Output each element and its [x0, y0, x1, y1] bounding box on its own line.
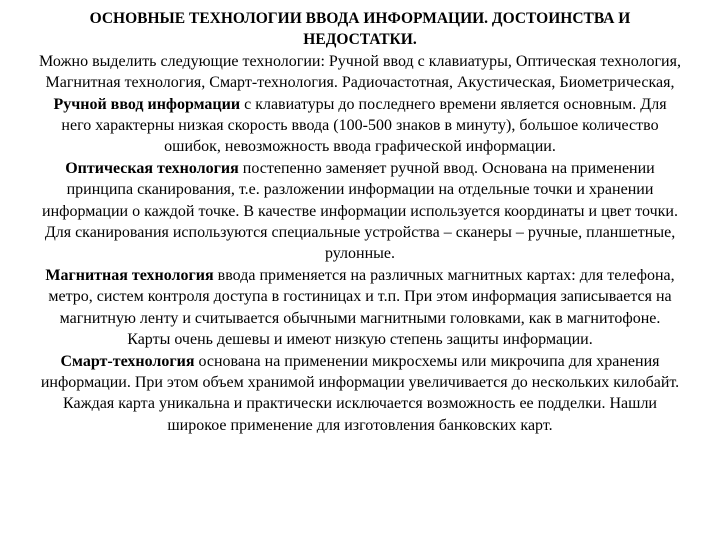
section-term: Смарт-технология	[60, 352, 195, 370]
section-text: основана на применении микросхемы или микрочипа для хранения информации. При этом объем хранимой информации увеличивается до нескольких килобайт. Каждая карта уникальна и практически исключается возможность ее подделки. Нашли широкое применение для изготовления банковских карт.	[40, 352, 680, 434]
section-manual-input	[38, 94, 682, 158]
section-optical	[38, 158, 682, 265]
section-smart	[38, 351, 682, 437]
section-term: Ручной ввод информации	[53, 95, 241, 113]
section-text: ввода применяется на различных магнитных картах: для телефона, метро, систем контроля доступа в гостиницах и т.п. При этом информация записывается на магнитную ленту и считывается обычными магнитными головками, как в магнитофоне. Карты очень дешевы и имеют низкую степень защиты информации.	[48, 266, 675, 349]
section-term: Магнитная технология	[45, 266, 214, 284]
document-title: ОСНОВНЫЕ ТЕХНОЛОГИИ ВВОДА ИНФОРМАЦИИ. ДОСТОИНСТВА И НЕДОСТАТКИ.	[89, 10, 631, 49]
section-text: постепенно заменяет ручной ввод. Основана на применении принципа сканирования, т.е. разложении информации на отдельные точки и хранении информации о каждой точке. В качестве информации используется координаты и цвет точки. Для сканирования используются специальные устройства – сканеры – ручные, планшетные, рулонные.	[42, 159, 678, 263]
document-page	[38, 6, 682, 436]
intro-paragraph: Можно выделить следующие технологии: Ручной ввод с клавиатуры, Оптическая технология, Магнитная технология, Смарт-технология. Радиочастотная, Акустическая, Биометрическая,	[39, 52, 681, 92]
section-text: с клавиатуры до последнего времени является основным. Для него характерны низкая скорость ввода (100-500 знаков в минуту), большое количество ошибок, невозможность ввода графической информации.	[61, 95, 667, 156]
section-magnetic	[38, 265, 682, 351]
section-term: Оптическая технология	[65, 159, 239, 177]
